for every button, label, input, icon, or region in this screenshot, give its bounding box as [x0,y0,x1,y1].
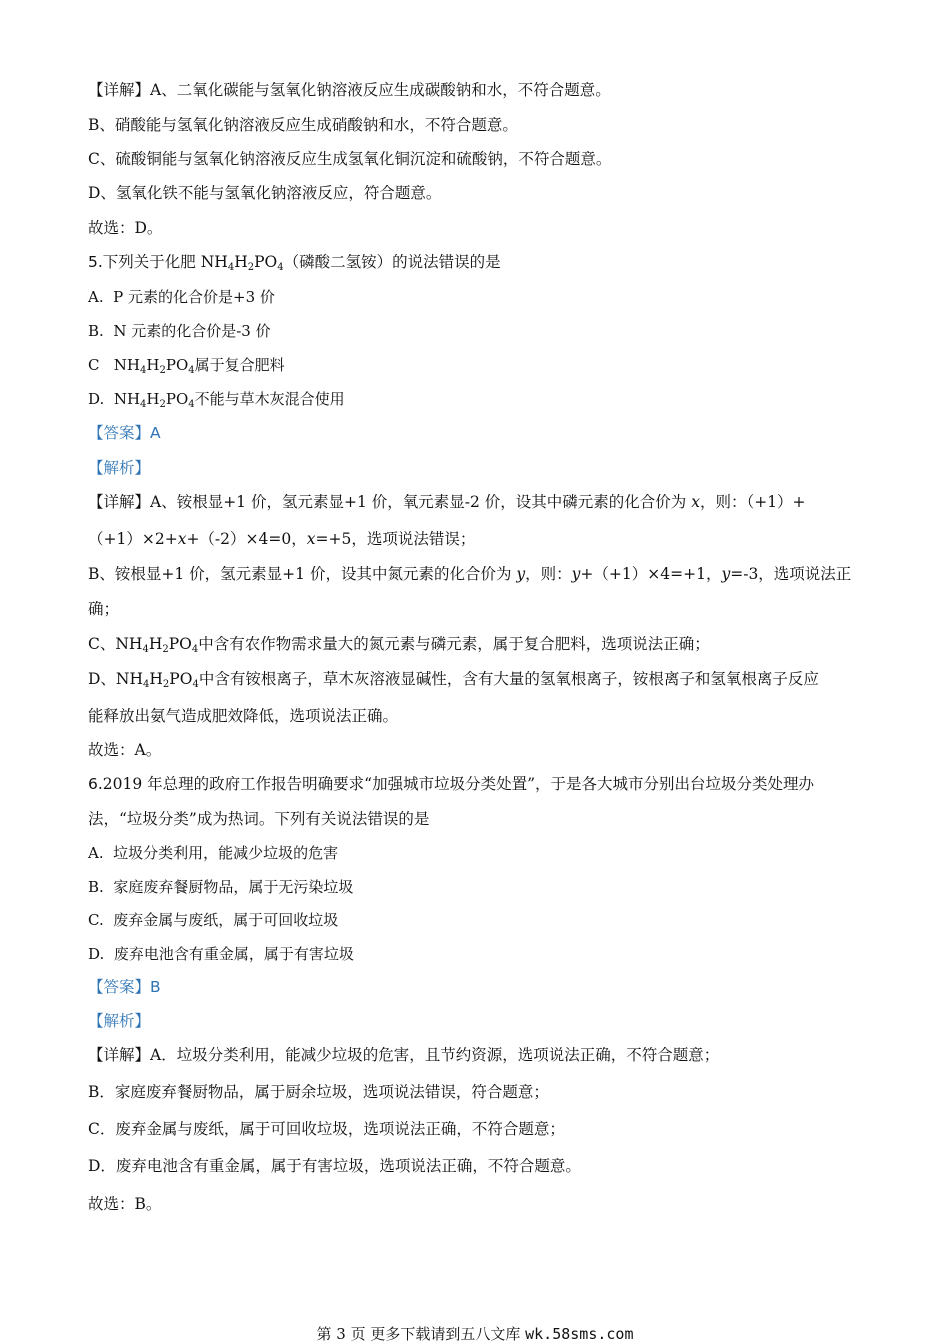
q5-detail-line-4: 确； [88,600,120,618]
q5-answer: 【答案】A [88,424,161,442]
q5-number: 5 [88,253,98,271]
q6-detail-d: D．废弃电池含有重金属，属于有害垃圾，选项说法正确，不符合题意。 [88,1157,581,1175]
q6-stem-line-1: 6.2019 年总理的政府工作报告明确要求“加强城市垃圾分类处置”，于是各大城市分别出台垃圾分类处理办 [88,775,815,793]
footer-url-link[interactable]: wk.58sms.com [525,1325,634,1343]
q6-detail-b: B．家庭废弃餐厨物品，属于厨余垃圾，选项说法错误，符合题意； [88,1083,549,1101]
q6-option-d: D. 废弃电池含有重金属，属于有害垃圾 [88,945,354,963]
q6-option-a: A. 垃圾分类利用，能减少垃圾的危害 [88,844,339,862]
q5-detail-line-5: C、$NH_4H_2PO_4$中含有农作物需求量大的氮元素与磷元素，属于复合肥料，选项说法正确； [88,635,710,655]
q5-detail-line-6: D、$NH_4H_2PO_4$中含有铵根离子，草木灰溶液显碱性，含有大量的氢氧根离子，铵根离子和氢氧根离子反应 [88,670,819,690]
q6-conclusion: 故选：B。 [88,1195,162,1213]
q4-detail-a: 【详解】A、二氧化碳能与氢氧化钠溶液反应生成碳酸钠和水，不符合题意。 [88,81,611,99]
q5-detail-line-2: （+1）×2+x+（-2）×4=0，x=+5，选项说法错误； [88,530,476,548]
q5-option-d: D. $NH_4H_2PO_4$不能与草木灰混合使用 [88,390,345,410]
q4-conclusion: 故选：D。 [88,219,163,237]
q6-detail-a: 【详解】A．垃圾分类利用，能减少垃圾的危害，且节约资源，选项说法正确，不符合题意； [88,1046,720,1064]
q5-conclusion: 故选：A。 [88,741,162,759]
q4-detail-d: D、氢氧化铁不能与氢氧化钠溶液反应，符合题意。 [88,184,442,202]
q4-detail-c: C、硫酸铜能与氢氧化钠溶液反应生成氢氧化铜沉淀和硫酸钠，不符合题意。 [88,150,612,168]
q4-detail-b: B、硝酸能与氢氧化钠溶液反应生成硝酸钠和水，不符合题意。 [88,116,518,134]
q5-detail-line-3: B、铵根显+1 价，氢元素显+1 价，设其中氮元素的化合价为 y，则：y+（+1）×4=+1，y=-3，选项说法正 [88,565,852,583]
q5-option-c: C $NH_4H_2PO_4$属于复合肥料 [88,356,285,376]
q6-analysis-label: 【解析】 [88,1012,151,1030]
q5-analysis-label: 【解析】 [88,459,151,477]
q5-option-a: A. P 元素的化合价是+3 价 [88,288,275,306]
page-footer [0,1325,950,1343]
q5-detail-line-7: 能释放出氨气造成肥效降低，选项说法正确。 [88,707,399,725]
footer-page-text: 第 3 页 更多下载请到五八文库 [316,1325,526,1343]
q6-option-c: C. 废弃金属与废纸，属于可回收垃圾 [88,911,339,929]
q6-detail-c: C．废弃金属与废纸，属于可回收垃圾，选项说法正确，不符合题意； [88,1120,565,1138]
q5-stem: 5.下列关于化肥 $NH_4H_2PO_4$（磷酸二氢铵）的说法错误的是 [88,253,501,273]
q6-answer: 【答案】B [88,978,161,996]
q5-option-b: B. N 元素的化合价是-3 价 [88,322,271,340]
q6-option-b: B. 家庭废弃餐厨物品，属于无污染垃圾 [88,878,354,896]
q6-stem-line-2: 法，“垃圾分类”成为热词。下列有关说法错误的是 [88,810,430,828]
q5-detail-line-1: 【详解】A、铵根显+1 价，氢元素显+1 价，氧元素显-2 价，设其中磷元素的化合价为 x，则：（+1）+ [88,493,806,511]
q6-number: 6 [88,775,98,793]
